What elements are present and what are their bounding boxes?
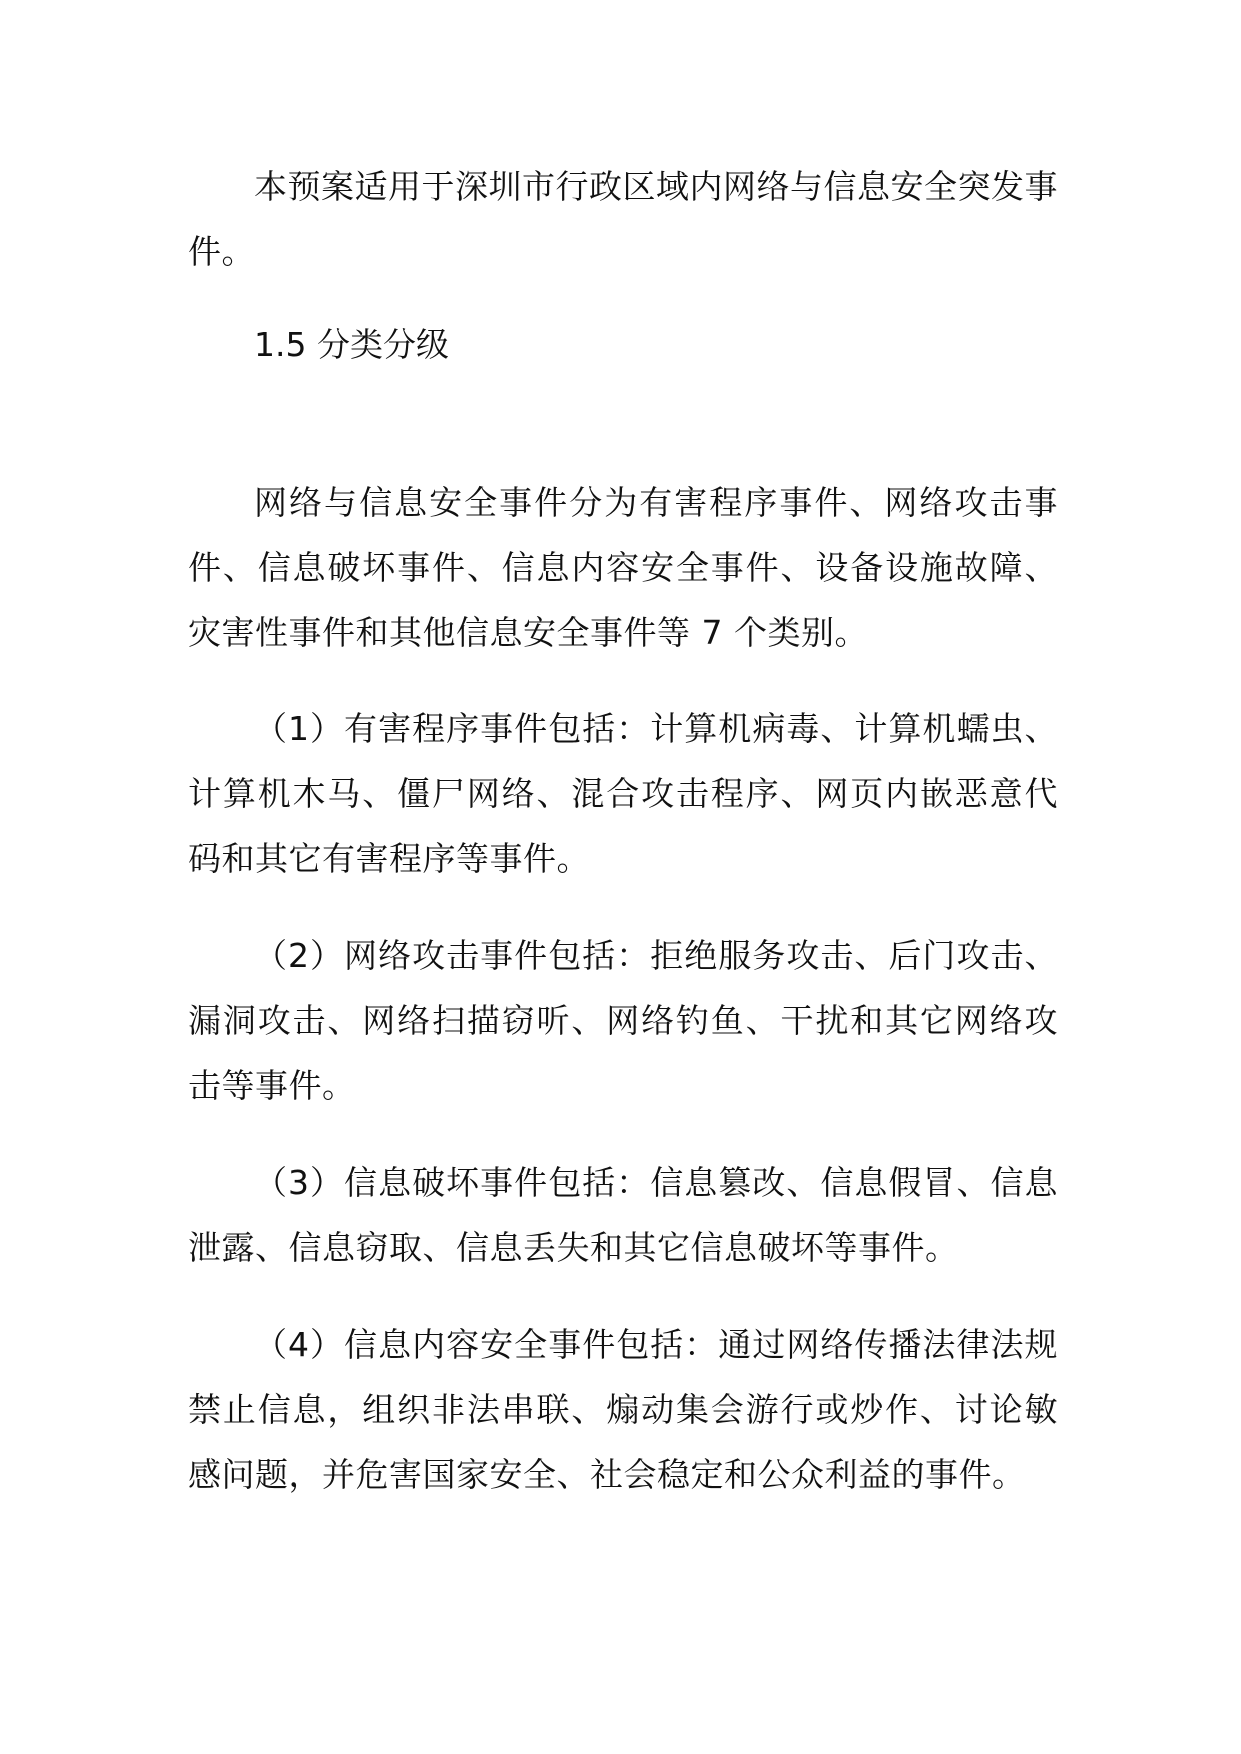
- section-heading: 1.5 分类分级: [254, 325, 449, 364]
- list-item: （2）网络攻击事件包括：拒绝服务攻击、后门攻击、漏洞攻击、网络扫描窃听、网络钓鱼、干扰和其它网络攻击等事件。: [188, 936, 1058, 1105]
- list-item: （1）有害程序事件包括：计算机病毒、计算机蠕虫、计算机木马、僵尸网络、混合攻击程序、网页内嵌恶意代码和其它有害程序等事件。: [188, 709, 1058, 878]
- classification-paragraph: 网络与信息安全事件分为有害程序事件、网络攻击事件、信息破坏事件、信息内容安全事件、设备设施故障、灾害性事件和其他信息安全事件等 7 个类别。: [188, 483, 1058, 652]
- list-item: （3）信息破坏事件包括：信息篡改、信息假冒、信息泄露、信息窃取、信息丢失和其它信息破坏等事件。: [188, 1163, 1058, 1267]
- list-item: （4）信息内容安全事件包括：通过网络传播法律法规禁止信息，组织非法串联、煽动集会游行或炒作、讨论敏感问题，并危害国家安全、社会稳定和公众利益的事件。: [188, 1325, 1058, 1494]
- scope-paragraph: 本预案适用于深圳市行政区域内网络与信息安全突发事件。: [188, 167, 1058, 271]
